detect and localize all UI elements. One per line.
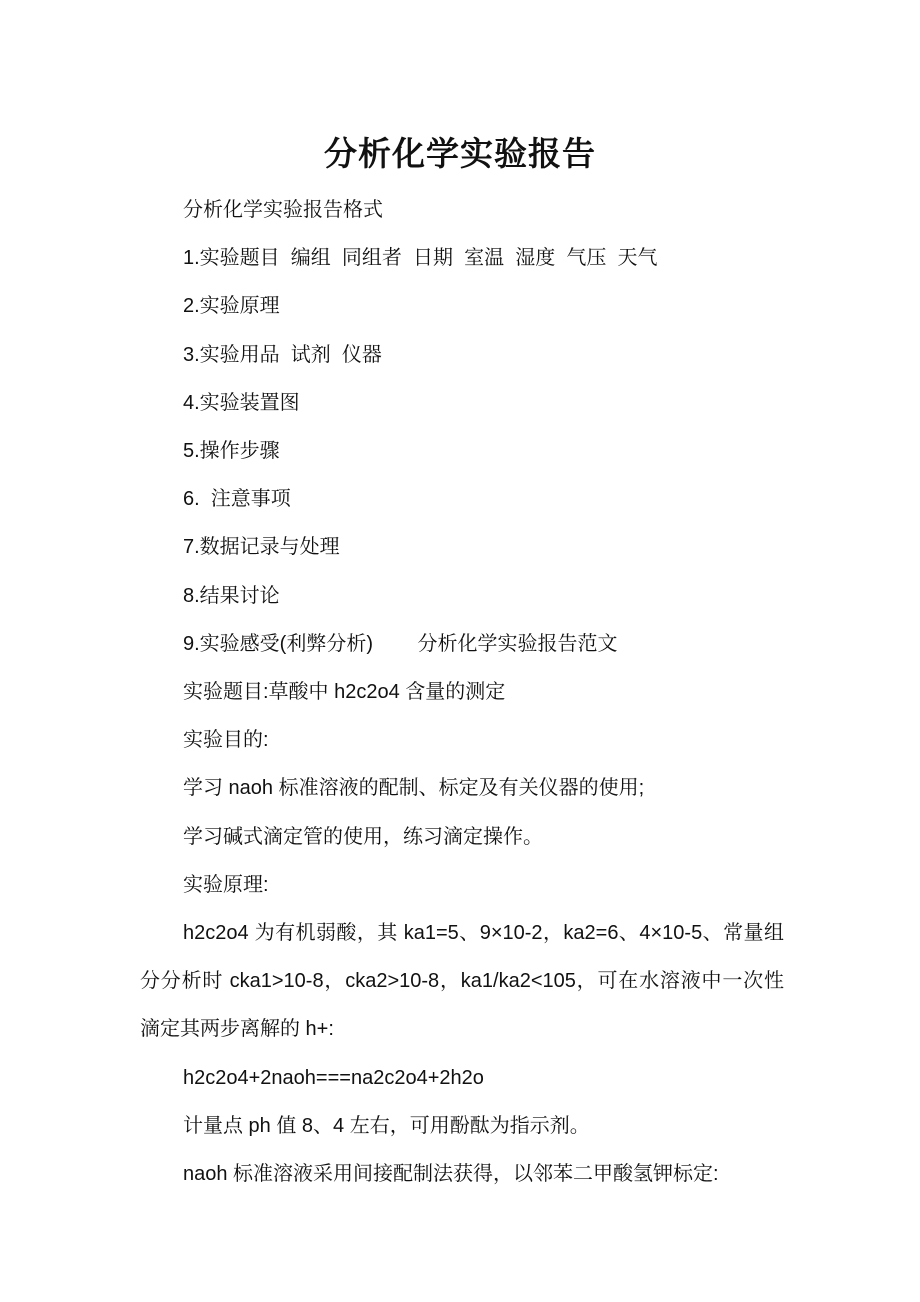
paragraph-purpose-2: 学习碱式滴定管的使用，练习滴定操作。 xyxy=(183,825,543,848)
paragraph-principle-text: h2c2o4 为有机弱酸，其 ka1=5、9×10-2，ka2=6、4×10-5、常量组分分析时 cka1>10-8，cka2>10-8，ka1/ka2<105，可在水溶液中一次性滴定其两步离解的 h+: xyxy=(140,922,784,1041)
paragraph-purpose-heading: 实验目的: xyxy=(183,729,269,752)
document-body xyxy=(140,186,784,1198)
document-title: 分析化学实验报告 xyxy=(324,134,596,173)
paragraph-item-4: 4.实验装置图 xyxy=(183,391,300,414)
paragraph-standardization: naoh 标准溶液采用间接配制法获得，以邻苯二甲酸氢钾标定: xyxy=(183,1163,719,1186)
paragraph-purpose-1: 学习 naoh 标准溶液的配制、标定及有关仪器的使用; xyxy=(183,777,645,800)
paragraph-item-6: 6. 注意事项 xyxy=(183,488,291,511)
paragraph-item-8: 8.结果讨论 xyxy=(183,584,280,607)
paragraph-principle-heading: 实验原理: xyxy=(183,873,269,896)
paragraph-item-2: 2.实验原理 xyxy=(183,295,280,318)
paragraph-format-heading: 分析化学实验报告格式 xyxy=(183,199,383,221)
paragraph-equation: h2c2o4+2naoh===na2c2o4+2h2o xyxy=(183,1066,484,1089)
paragraph-item-5: 5.操作步骤 xyxy=(183,440,280,463)
paragraph-item-3: 3.实验用品 试剂 仪器 xyxy=(183,343,382,366)
paragraph-item-9: 9.实验感受(利弊分析) 分析化学实验报告范文 xyxy=(183,632,618,655)
paragraph-item-7: 7.数据记录与处理 xyxy=(183,536,340,559)
paragraph-indicator: 计量点 ph 值 8、4 左右，可用酚酞为指示剂。 xyxy=(183,1114,590,1137)
paragraph-experiment-title: 实验题目:草酸中 h2c2o4 含量的测定 xyxy=(183,681,506,704)
paragraph-item-1: 1.实验题目 编组 同组者 日期 室温 湿度 气压 天气 xyxy=(183,247,658,270)
